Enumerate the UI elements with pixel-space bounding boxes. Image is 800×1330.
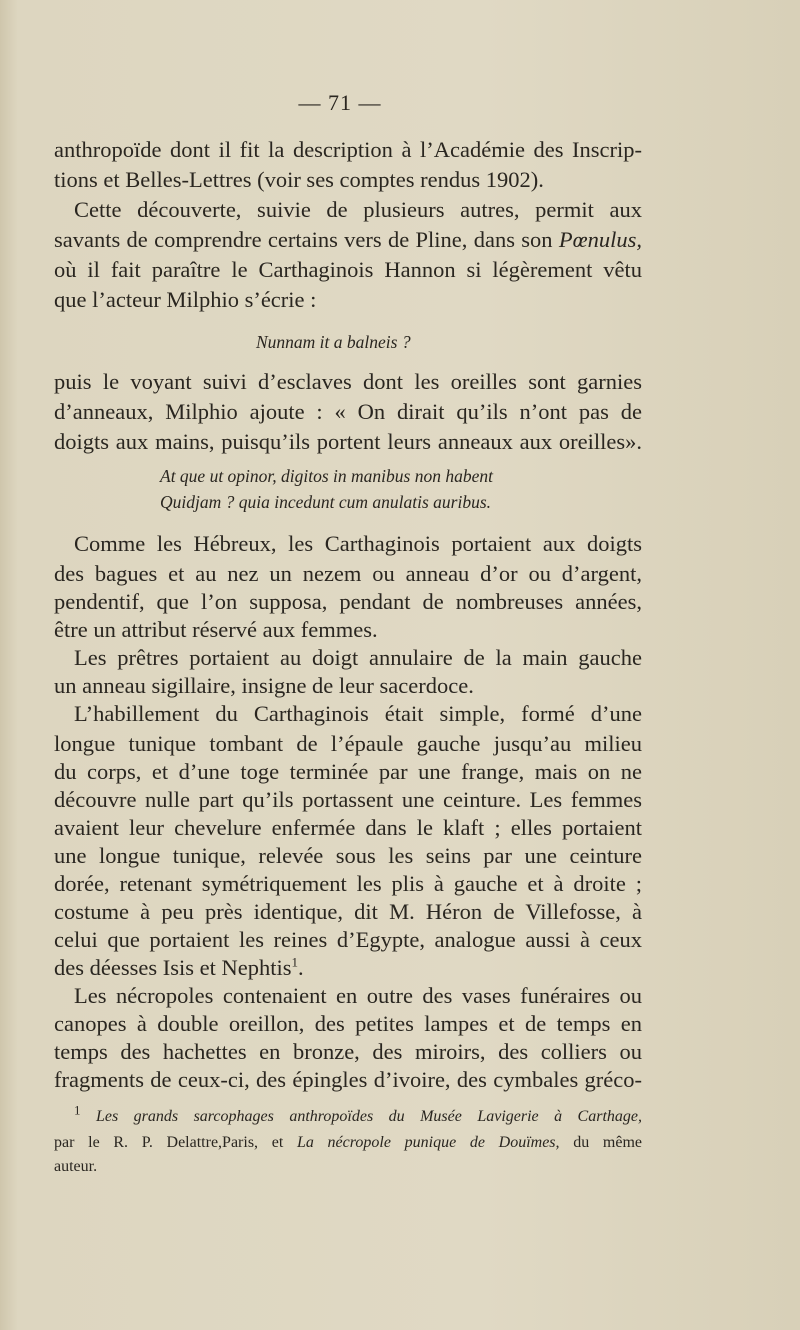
text-line: longue tunique tombant de l’épaule gauche jusqu’au milieu <box>54 731 642 756</box>
text-line: être un attribut réservé aux femmes. <box>54 617 378 642</box>
footnote-line: par le R. P. Delattre,Paris, et La nécropole punique de Douïmes, du même <box>54 1134 642 1151</box>
text-line: L’habillement du Carthaginois était simple, formé d’une <box>74 701 642 726</box>
footnote-marker: 1 <box>74 1102 81 1118</box>
text-line: fragments de ceux-ci, des épingles d’ivoire, des cymbales gréco- <box>54 1067 642 1092</box>
text-line: puis le voyant suivi d’esclaves dont les oreilles sont garnies <box>54 369 642 394</box>
title-poenulus: Pœnulus, <box>558 227 642 252</box>
text-line: canopes à double oreillon, des petites lampes et de temps en <box>54 1011 642 1036</box>
text-line: anthropoïde dont il fit la description à l’Académie des Inscrip- <box>54 137 642 162</box>
text-line: des bagues et au nez un nezem ou anneau d’or ou d’argent, <box>54 561 642 586</box>
text-line: Les nécropoles contenaient en outre des vases funéraires ou <box>74 983 642 1008</box>
latin-quote: Quidjam ? quia incedunt cum anulatis auribus. <box>160 492 492 512</box>
footnote-line: $^1$ Les grands sarcophages anthropoïdes du Musée Lavigerie à Carthage, <box>74 1102 643 1125</box>
text-line: d’anneaux, Milphio ajoute : « On dirait qu’ils n’ont pas de <box>54 399 642 424</box>
footnote-line: auteur. <box>54 1158 98 1175</box>
text-line: savants de comprendre certains vers de Pline, dans son Pœnulus, <box>54 227 642 252</box>
text-line: découvre nulle part qu’ils portassent une ceinture. Les femmes <box>54 787 642 812</box>
text-line: costume à peu près identique, dit M. Héron de Villefosse, à <box>54 899 642 924</box>
text-line: du corps, et d’une toge terminée par une frange, mais on ne <box>54 759 642 784</box>
text-line: tions et Belles-Lettres (voir ses comptes rendus 1902). <box>54 167 544 192</box>
footnote-reference: 1 <box>291 954 298 970</box>
page-number: — 71 — <box>298 90 382 115</box>
latin-quote: At que ut opinor, digitos in manibus non habent <box>160 466 493 486</box>
text-line: que l’acteur Milphio s’écrie : <box>54 287 317 312</box>
latin-quote: Nunnam it a balneis ? <box>256 332 411 352</box>
text-line: où il fait paraître le Carthaginois Hannon si légèrement vêtu <box>54 257 642 282</box>
text-line: celui que portaient les reines d’Egypte, analogue aussi à ceux <box>54 927 642 952</box>
text-line: temps des hachettes en bronze, des miroirs, des colliers ou <box>54 1039 642 1064</box>
text-line: un anneau sigillaire, insigne de leur sacerdoce. <box>54 673 474 698</box>
text-line: avaient leur chevelure enfermée dans le klaft ; elles portaient <box>54 815 642 840</box>
text-line: doigts aux mains, puisqu’ils portent leurs anneaux aux oreilles». <box>54 429 642 454</box>
text-line: Cette découverte, suivie de plusieurs autres, permit aux <box>74 197 642 222</box>
text-line: Comme les Hébreux, les Carthaginois portaient aux doigts <box>74 531 642 556</box>
text-line: des déesses Isis et Nephtis$^1$. <box>54 954 304 980</box>
text-line: pendentif, que l’on supposa, pendant de nombreuses années, <box>54 589 642 614</box>
text-line: Les prêtres portaient au doigt annulaire de la main gauche <box>74 645 642 670</box>
text-line: une longue tunique, relevée sous les seins par une ceinture <box>54 843 642 868</box>
text-line: dorée, retenant symétriquement les plis à gauche et à droite ; <box>54 871 642 896</box>
